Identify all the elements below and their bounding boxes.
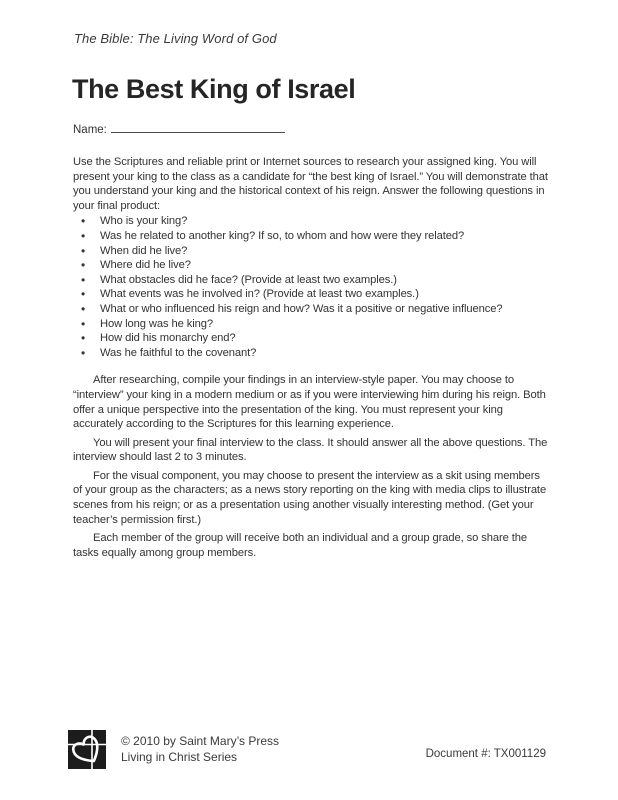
copyright-line: © 2010 by Saint Mary’s Press <box>121 734 280 748</box>
list-item: • Was he related to another king? If so, to whom and how were they related? <box>73 229 548 244</box>
list-item: • When did he live? <box>73 244 548 259</box>
body-paragraph: You will present your final interview to the class. It should answer all the above questions. The interview should last 2 to 3 minutes. <box>73 436 548 464</box>
series-header: The Bible: The Living Word of God <box>74 31 277 46</box>
body-paragraph: Each member of the group will receive both an individual and a group grade, so share the tasks equally among group members. <box>73 532 527 559</box>
document-number: Document #: TX001129 <box>425 748 546 760</box>
series-line: Living in Christ Series <box>121 750 238 764</box>
name-blank-line <box>111 120 285 133</box>
name-row <box>73 120 285 136</box>
list-item: • What or who influenced his reign and how? Was it a positive or negative influence? <box>73 302 548 317</box>
heart-cross-publisher-logo-icon <box>68 729 107 770</box>
list-item: • What events was he involved in? (Provide at least two examples.) <box>73 287 548 302</box>
list-item: • How long was he king? <box>73 317 548 332</box>
body-text-block <box>73 155 548 564</box>
list-item: • Where did he live? <box>73 258 548 273</box>
list-item: • How did his monarchy end? <box>73 331 548 346</box>
page-title: The Best King of Israel <box>72 74 356 104</box>
footer-credits <box>121 733 279 765</box>
name-label: Name: <box>73 124 107 136</box>
instruction-paragraphs <box>73 373 548 560</box>
list-item: • Was he faithful to the covenant? <box>73 346 548 361</box>
body-paragraph: After researching, compile your findings in an interview-style paper. You may choose to “interview” your king in a modern medium or as if you were interviewing him during his reign. Both offer a unique perspective into the presentation of the king. You must represent your king accurately according to the Scriptures for this learning experience. <box>73 374 546 431</box>
question-list <box>73 214 548 360</box>
intro-paragraph: Use the Scriptures and reliable print or Internet sources to research your assigned king. You will present your king to the class as a candidate for “the best king of Israel.” You will demonstrate that you understand your king and the historical context of his reign. Answer the following questions in your final product: <box>73 156 548 212</box>
list-item: • What obstacles did he face? (Provide at least two examples.) <box>73 273 548 288</box>
list-item: • Who is your king? <box>73 214 548 229</box>
body-paragraph: For the visual component, you may choose to present the interview as a skit using members of your group as the characters; as a news story reporting on the king with media clips to illustrate scenes from his reign; or as a presentation using another visually interesting method. (Get your teacher’s permission first.) <box>73 469 547 526</box>
